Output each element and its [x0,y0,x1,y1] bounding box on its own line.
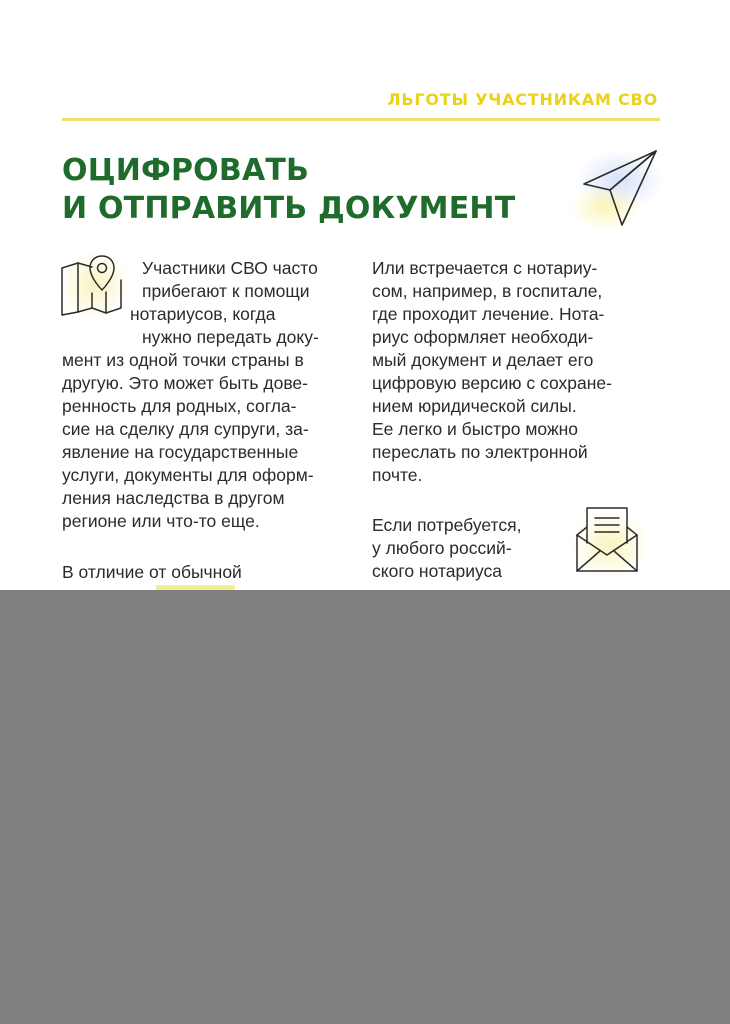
left-text-line: прибегают к помощи [142,281,310,301]
right-text-line: у любого россий- [372,538,512,558]
left-text-line: регионе или что-то еще. [62,511,260,531]
left-text-line: В отличие от обычной [62,562,242,582]
title-line-1: ОЦИФРОВАТЬ [62,153,310,188]
header-divider [62,118,660,121]
right-text-line: риус оформляет необходи- [372,327,594,347]
page-title [62,152,515,228]
gray-overlay-panel [0,590,730,1024]
map-pin-icon [58,252,126,316]
right-text-line: Или встречается с нотариу- [372,258,598,278]
paper-plane-icon [580,148,660,228]
left-text-line: нужно передать доку- [142,327,319,347]
left-text-line: явление на государственные [62,442,299,462]
right-text-line: нием юридической силы. [372,396,577,416]
left-text-line: ления наследства в другом [62,488,285,508]
right-text-line: Ее легко и быстро можно [372,419,579,439]
title-line-2: И ОТПРАВИТЬ ДОКУМЕНТ [62,191,516,226]
left-text-line: Участники СВО часто [142,258,318,278]
right-text-line: цифровую версию с сохране- [372,373,612,393]
right-text-line: Если потребуется, [372,515,522,535]
right-text-line: переслать по электронной [372,442,588,462]
section-label: ЛЬГОТЫ УЧАСТНИКАМ СВО [387,90,658,109]
right-text-line: сом, например, в госпитале, [372,281,603,301]
left-text-line: другую. Это может быть дове- [62,373,308,393]
right-text-line: где проходит лечение. Нота- [372,304,605,324]
envelope-letter-icon [574,505,640,575]
left-text-line: нотариусов, когда [130,304,276,324]
left-text-line: сие на сделку для супруги, за- [62,419,309,439]
left-text-line: мент из одной точки страны в [62,350,304,370]
left-text-line: ренность для родных, согла- [62,396,297,416]
right-text-line: почте. [372,465,423,485]
right-text-line: мый документ и делает его [372,350,594,370]
right-text-line: ского нотариуса [372,561,503,581]
left-text-line: услуги, документы для оформ- [62,465,314,485]
